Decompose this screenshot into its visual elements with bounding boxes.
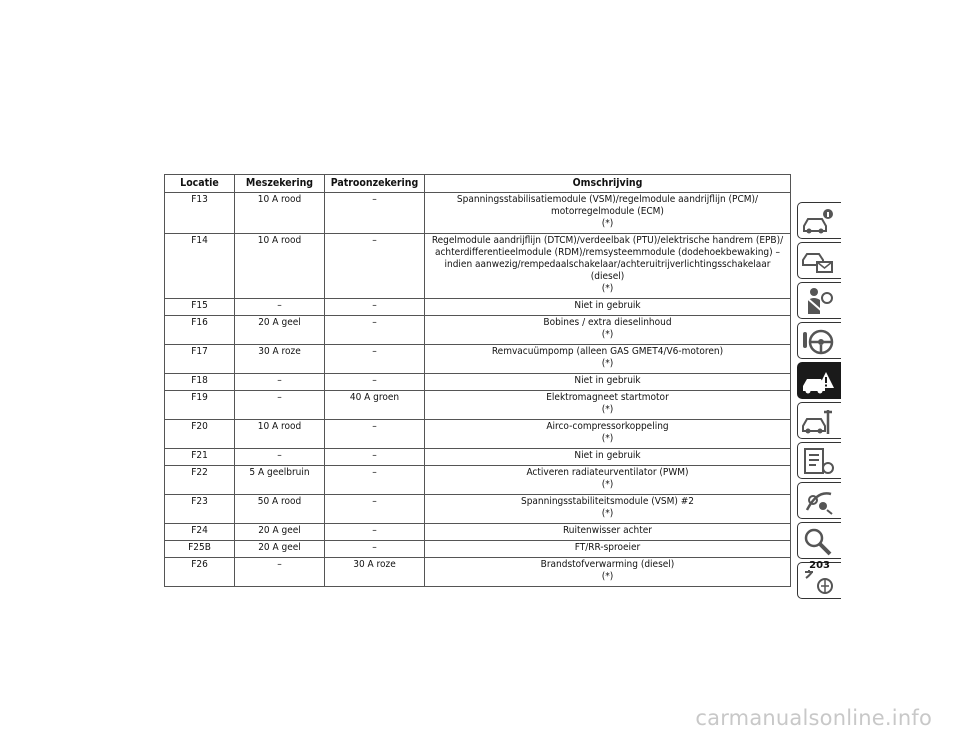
- table-row: [165, 345, 791, 374]
- table-row: [165, 234, 791, 299]
- cell-patroonzekering: –: [325, 316, 425, 345]
- cell-meszekering: 5 A geelbruin: [235, 466, 325, 495]
- cell-patroonzekering: –: [325, 234, 425, 299]
- cell-locatie: F23: [165, 495, 235, 524]
- table-row: [165, 495, 791, 524]
- cell-omschrijving: Spanningsstabilisatiemodule (VSM)/regelmodule aandrijflijn (PCM)/ motorregelmodule (ECM) (*): [425, 193, 791, 234]
- cell-omschrijving: Niet in gebruik: [425, 299, 791, 316]
- cell-meszekering: –: [235, 374, 325, 391]
- cell-meszekering: 30 A roze: [235, 345, 325, 374]
- table-row: [165, 558, 791, 587]
- cell-locatie: F14: [165, 234, 235, 299]
- table-header-row: [165, 175, 791, 193]
- cell-patroonzekering: –: [325, 541, 425, 558]
- table-row: [165, 193, 791, 234]
- header-omschrijving: Omschrijving: [425, 175, 791, 193]
- cell-omschrijving: Regelmodule aandrijflijn (DTCM)/verdeelbak (PTU)/elektrische handrem (EPB)/ achterdifferentieelmodule (RDM)/remsysteemmodule (dodehoekbewaking) – indien aanwezig/rempedaalschakelaar/achteruitrijverlichtingsschakelaar (diesel) (*): [425, 234, 791, 299]
- cell-meszekering: 20 A geel: [235, 541, 325, 558]
- watermark-text: carmanualsonline.info: [695, 706, 932, 730]
- cell-meszekering: –: [235, 299, 325, 316]
- cell-locatie: F26: [165, 558, 235, 587]
- magnifier-icon: [801, 526, 835, 556]
- cell-meszekering: –: [235, 391, 325, 420]
- table-row: [165, 541, 791, 558]
- table-row: [165, 299, 791, 316]
- cell-patroonzekering: –: [325, 374, 425, 391]
- cell-locatie: F16: [165, 316, 235, 345]
- header-meszekering: Meszekering: [235, 175, 325, 193]
- fuse-table: [164, 174, 791, 587]
- steering-wheel-icon: [801, 326, 835, 356]
- cell-omschrijving: Bobines / extra dieselinhoud (*): [425, 316, 791, 345]
- cell-meszekering: 50 A rood: [235, 495, 325, 524]
- car-mail-icon: [801, 246, 835, 276]
- cell-omschrijving: Niet in gebruik: [425, 374, 791, 391]
- car-info-icon: [801, 206, 835, 236]
- cell-locatie: F24: [165, 524, 235, 541]
- chapter-tab-car-mail[interactable]: [797, 242, 841, 279]
- cell-patroonzekering: –: [325, 524, 425, 541]
- cell-omschrijving: Elektromagneet startmotor (*): [425, 391, 791, 420]
- cell-locatie: F15: [165, 299, 235, 316]
- chapter-sidebar: [797, 202, 841, 602]
- cell-locatie: F17: [165, 345, 235, 374]
- cell-meszekering: 10 A rood: [235, 420, 325, 449]
- multimedia-icon: [801, 486, 835, 516]
- chapter-tab-specifications-list[interactable]: [797, 442, 841, 479]
- cell-locatie: F18: [165, 374, 235, 391]
- chapter-tab-car-tools[interactable]: [797, 402, 841, 439]
- table-row: [165, 316, 791, 345]
- car-tools-icon: [801, 406, 835, 436]
- cell-patroonzekering: 40 A groen: [325, 391, 425, 420]
- cell-locatie: F25B: [165, 541, 235, 558]
- cell-omschrijving: Niet in gebruik: [425, 449, 791, 466]
- cell-omschrijving: Airco-compressorkoppeling (*): [425, 420, 791, 449]
- cell-omschrijving: Remvacuümpomp (alleen GAS GMET4/V6-motoren) (*): [425, 345, 791, 374]
- table-row: [165, 420, 791, 449]
- cell-patroonzekering: –: [325, 449, 425, 466]
- table-row: [165, 374, 791, 391]
- cell-locatie: F19: [165, 391, 235, 420]
- cell-patroonzekering: –: [325, 299, 425, 316]
- cell-patroonzekering: –: [325, 420, 425, 449]
- cell-meszekering: 20 A geel: [235, 524, 325, 541]
- header-patroonzekering: Patroonzekering: [325, 175, 425, 193]
- cell-omschrijving: Activeren radiateurventilator (PWM) (*): [425, 466, 791, 495]
- cell-locatie: F22: [165, 466, 235, 495]
- table-row: [165, 466, 791, 495]
- chapter-tab-magnifier[interactable]: [797, 522, 841, 559]
- cell-patroonzekering: –: [325, 466, 425, 495]
- specifications-list-icon: [801, 446, 835, 476]
- cell-locatie: F13: [165, 193, 235, 234]
- chapter-tab-person-seatbelt[interactable]: [797, 282, 841, 319]
- table-row: [165, 524, 791, 541]
- cell-omschrijving: FT/RR-sproeier: [425, 541, 791, 558]
- cell-meszekering: –: [235, 449, 325, 466]
- car-warning-icon: [801, 366, 835, 396]
- header-locatie: Locatie: [165, 175, 235, 193]
- cell-locatie: F20: [165, 420, 235, 449]
- chapter-tab-steering-wheel[interactable]: [797, 322, 841, 359]
- cell-patroonzekering: –: [325, 495, 425, 524]
- cell-locatie: F21: [165, 449, 235, 466]
- cell-omschrijving: Spanningsstabiliteitsmodule (VSM) #2 (*): [425, 495, 791, 524]
- cell-patroonzekering: –: [325, 345, 425, 374]
- chapter-tab-multimedia[interactable]: [797, 482, 841, 519]
- table-row: [165, 391, 791, 420]
- cell-meszekering: 10 A rood: [235, 234, 325, 299]
- person-seatbelt-icon: [801, 286, 835, 316]
- cell-patroonzekering: –: [325, 193, 425, 234]
- page-number: 203: [809, 560, 830, 571]
- chapter-tab-car-info[interactable]: [797, 202, 841, 239]
- cell-meszekering: 20 A geel: [235, 316, 325, 345]
- chapter-tab-car-warning[interactable]: [797, 362, 841, 399]
- cell-meszekering: –: [235, 558, 325, 587]
- table-row: [165, 449, 791, 466]
- cell-omschrijving: Brandstofverwarming (diesel) (*): [425, 558, 791, 587]
- cell-meszekering: 10 A rood: [235, 193, 325, 234]
- cell-patroonzekering: 30 A roze: [325, 558, 425, 587]
- cell-omschrijving: Ruitenwisser achter: [425, 524, 791, 541]
